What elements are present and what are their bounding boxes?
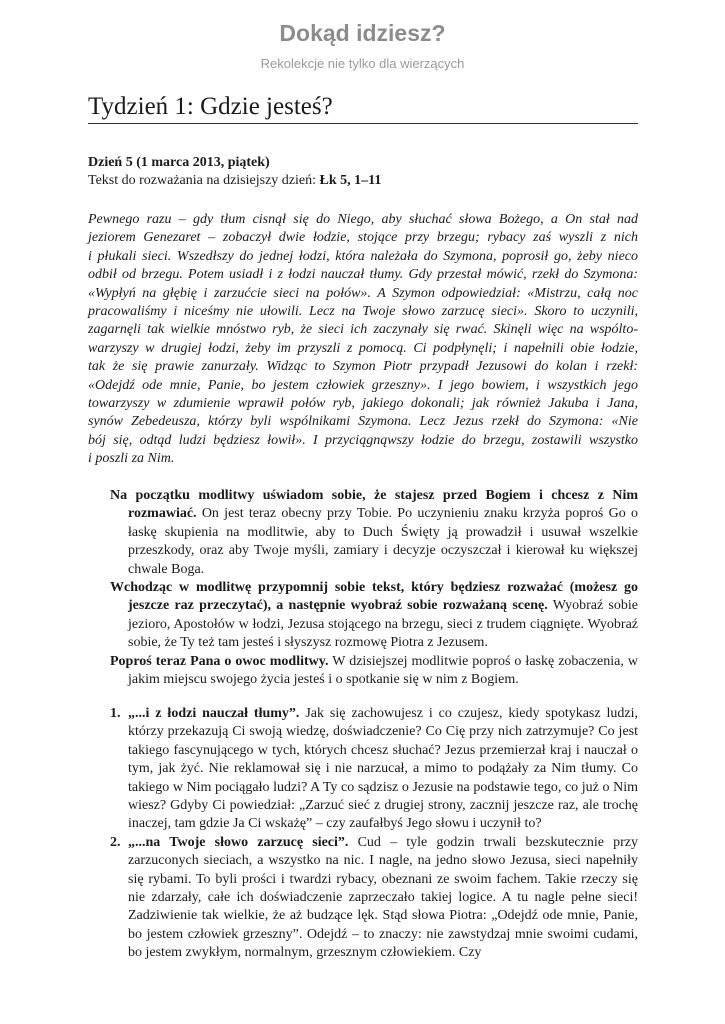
point-quote: „...i z łodzi nauczał tłumy”.	[128, 706, 300, 721]
meditation-point	[110, 834, 638, 963]
point-quote: „...na Twoje słowo zarzucę sieci”.	[128, 834, 349, 850]
reading-line: i poszli za Nim.	[88, 451, 175, 467]
instruction-text: Wyobraź sobie jezioro, Apostołów w łodzi, Jezusa stojącego na brzegu, sieci z trudem ciągnięte. Wyobraź sobie, że Ty też tam jesteś i słyszysz rozmowę Piotra z Jezusem.	[128, 598, 638, 651]
instruction-bold: Wchodząc w modlitwę przypomnij sobie tekst, który będziesz rozważać (możesz go jeszcze raz przeczytać), a następnie wyobraź sobie rozważaną scenę.	[110, 580, 638, 614]
reading-line: towarzyszy w zdumienie wprawił połów ryb, jakiego dokonali; jak również Jakuba i Jana,	[88, 396, 638, 412]
meditation-points	[110, 705, 638, 963]
reading-line: tak że się prawie zanurzały. Widząc to Szymon Piotr przypadł Jezusowi do kolan i rzekł:	[88, 359, 638, 375]
instruction-bold: Na początku modlitwy uświadom sobie, że stajesz przed Bogiem i chcesz z Nim rozmawiać.	[110, 488, 638, 522]
reading-line: Pewnego razu – gdy tłum cisnął się do Niego, aby słuchać słowa Bożego, a On stał nad	[88, 212, 638, 227]
day-label: Dzień 5 (1 marca 2013, piątek)	[88, 155, 270, 170]
day-header	[88, 154, 638, 191]
reading-line: bój się, odtąd ludzi będziesz łowił». I przyciągnąwszy łodzie do brzegu, zostawili wszystko	[88, 432, 638, 448]
reading-line: «Wypłyń na głębię i zarzućcie sieci na połów». A Szymon odpowiedział: «Mistrzu, całą noc	[88, 285, 638, 301]
point-number: 1.	[110, 706, 121, 721]
point-text: Jak się zachowujesz i co czujesz, kiedy spotykasz ludzi, którzy przekazują Ci swoją wiedzę, doświadczenie? Co Cię przy nich zatrzymuje? Co jest takiego fascynującego w tych, których chcesz słuchać? Jezus przemierzał kraj i nauczał o tym, jak żyć. Nie reklamował się i nie narzucał, a mimo to podążały za Nim tłumy. Co takiego w Nim pociągało ludzi? A Ty co sądzisz o Jezusie na podstawie tego, co już o Nim wiesz? Gdyby Ci powiedział: „Zarzuć sieć z drugiej strony, zacznij jeszcze raz, ale trochę inaczej, tam gdzie Ja Ci wskażę” – czy zaufałbyś Jego słowu i uczynił to?	[128, 706, 638, 832]
instruction-text: W dzisiejszej modlitwie poproś o łaskę zobaczenia, w jakim miejscu swojego życia jesteś i o spotkanie się w nim z Bogiem.	[128, 653, 638, 688]
scripture-reading	[88, 211, 638, 469]
reading-line: warzyszy w drugiej łodzi, żeby im przyszli z pomocą. Ci podpłynęli; i napełnili obie łodzie,	[88, 340, 638, 356]
reading-line: pracowaliśmy i niceśmy nie ułowili. Lecz na Twoje słowo zarzucę sieci». Skoro to uczynili,	[88, 304, 638, 320]
reading-line: i płukali sieci. Wszedłszy do jednej łodzi, która należała do Szymona, poprosił go, żeby nieco	[88, 248, 638, 264]
book-title: Dokąd idziesz?	[279, 20, 446, 46]
reading-line: odbił od brzegu. Potem usiadł i z łodzi nauczał tłumy. Gdy przestał mówić, rzekł do Szymona:	[88, 267, 638, 283]
week-title: Tydzień 1: Gdzie jesteś?	[88, 93, 638, 124]
instruction-item	[110, 653, 638, 690]
reading-line: jeziorem Genezaret – zobaczył dwie łodzie, stojące przy brzegu; rybacy zaś wyszli z nich	[88, 230, 638, 246]
point-text: Cud – tyle godzin trwali bezskutecznie przy zarzuconych sieciach, a wszystko na nic. I nagle, na jedno słowo Jezusa, sieci napełniły się rybami. To byli prości i twardzi rybacy, obeznani ze swoim fachem. Takie rzeczy się nie zdarzały, całe ich doświadczenie zaprzeczało takiej logice. A tu nagle pełne sieci! Zadziwienie tak wielkie, że aż budzące lęk. Stąd słowa Piotra: „Odejdź ode mnie, Panie, bo jestem człowiek grzeszny”. Odejdź – to znaczy: nie zawstydzaj mnie swoimi cudami, bo jestem zwykłym, normalnym, grzesznym człowiekiem. Czy	[128, 834, 639, 961]
instruction-item	[110, 579, 638, 653]
instruction-item	[110, 487, 638, 579]
instruction-bold: Poproś teraz Pana o owoc modlitwy.	[110, 653, 329, 669]
reading-line: «Odejdź ode mnie, Panie, bo jestem człowiek grzeszny». I jego bowiem, i wszystkich jego	[88, 377, 638, 393]
instruction-text: On jest teraz obecny przy Tobie. Po uczynieniu znaku krzyża poproś Go o łaskę skupienia na modlitwie, aby to Duch Święty ją prowadził i usuwał wszelkie przeszkody, oraz aby Twoje myśli, zamiary i decyzje oczyszczał i kierował ku większej chwale Boga.	[128, 506, 638, 577]
scripture-reference: Łk 5, 1–11	[319, 173, 382, 189]
text-intro: Tekst do rozważania na dzisiejszy dzień:	[88, 173, 320, 189]
book-subtitle: Rekolekcje nie tylko dla wierzących	[260, 56, 465, 71]
reading-line: synów Zebedeusza, którzy byli wspólnikami Szymona. Lecz Jezus rzekł do Szymona: «Nie	[88, 414, 638, 430]
prayer-instructions	[110, 487, 638, 689]
point-number: 2.	[110, 834, 121, 850]
reading-line: zagarnęli tak wielkie mnóstwo ryb, że sieci ich zaczynały się rwać. Skinęli więc na wspólto-	[88, 322, 638, 338]
meditation-point	[110, 705, 638, 834]
